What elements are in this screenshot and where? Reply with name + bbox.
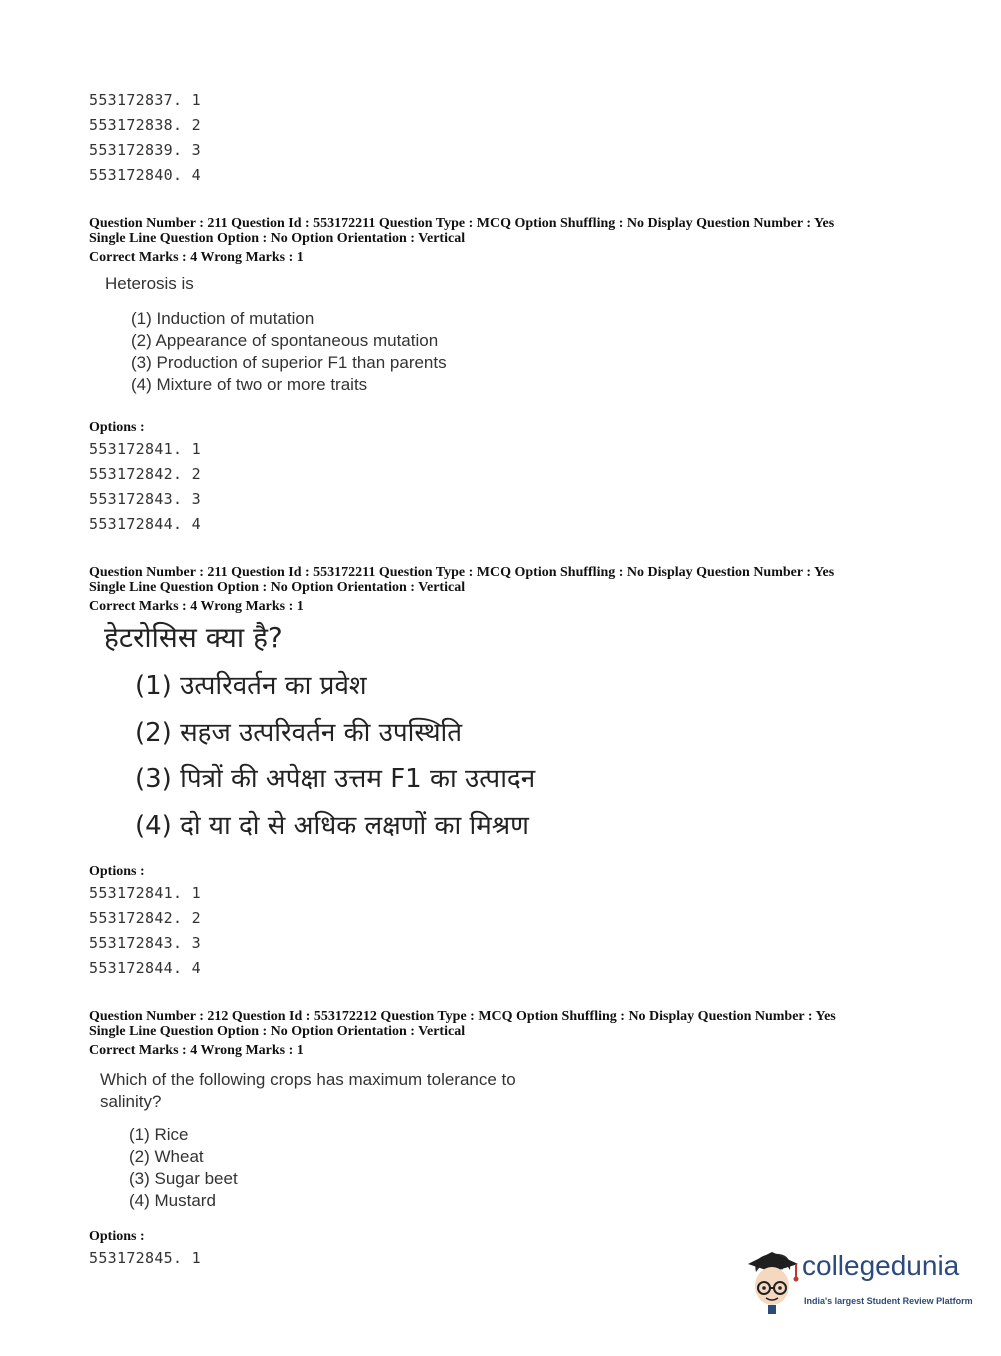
marks-meta: Correct Marks : 4 Wrong Marks : 1 xyxy=(89,599,304,614)
option-id: 553172837. 1 xyxy=(89,91,201,109)
answer-choice-hindi: (2) सहज उत्परिवर्तन की उपस्थिति xyxy=(135,718,463,748)
option-id: 553172839. 3 xyxy=(89,141,201,159)
marks-meta: Correct Marks : 4 Wrong Marks : 1 xyxy=(89,1043,304,1058)
option-id: 553172844. 4 xyxy=(89,515,201,533)
logo-tagline: India's largest Student Review Platform xyxy=(804,1296,973,1306)
logo-wordmark: collegedunia xyxy=(802,1250,960,1281)
answer-choice-hindi: (3) पित्रों की अपेक्षा उत्तम F1 का उत्पादन xyxy=(135,764,536,794)
question-meta: Single Line Question Option : No Option Orientation : Vertical xyxy=(89,1024,466,1039)
answer-choice: (2) Appearance of spontaneous mutation xyxy=(131,331,439,350)
marks-meta: Correct Marks : 4 Wrong Marks : 1 xyxy=(89,250,304,265)
options-label: Options : xyxy=(89,864,145,879)
answer-choice-hindi: (4) दो या दो से अधिक लक्षणों का मिश्रण xyxy=(135,811,529,841)
question-meta: Single Line Question Option : No Option Orientation : Vertical xyxy=(89,231,466,246)
question-meta: Question Number : 211 Question Id : 553172211 Question Type : MCQ Option Shuffling : No Display Question Number : Yes xyxy=(89,565,835,580)
answer-choice: (4) Mixture of two or more traits xyxy=(131,375,368,394)
option-id: 553172845. 1 xyxy=(89,1249,201,1267)
question-meta: Question Number : 212 Question Id : 553172212 Question Type : MCQ Option Shuffling : No Display Question Number : Yes xyxy=(89,1009,836,1024)
answer-choice: (2) Wheat xyxy=(129,1147,204,1166)
answer-choice: (1) Rice xyxy=(129,1125,189,1144)
option-id: 553172841. 1 xyxy=(89,440,201,458)
answer-choice: (1) Induction of mutation xyxy=(131,309,315,328)
question-meta: Question Number : 211 Question Id : 553172211 Question Type : MCQ Option Shuffling : No Display Question Number : Yes xyxy=(89,216,835,231)
options-label: Options : xyxy=(89,1229,145,1244)
answer-choice-hindi: (1) उत्परिवर्तन का प्रवेश xyxy=(135,671,367,701)
option-id: 553172842. 2 xyxy=(89,465,201,483)
option-id: 553172844. 4 xyxy=(89,959,201,977)
option-id: 553172842. 2 xyxy=(89,909,201,927)
mascot-icon xyxy=(742,1250,802,1316)
question-text: Heterosis is xyxy=(105,274,194,293)
question-text-hindi: हेटरोसिस क्या है? xyxy=(104,621,283,654)
question-meta: Single Line Question Option : No Option Orientation : Vertical xyxy=(89,580,466,595)
answer-choice: (3) Sugar beet xyxy=(129,1169,238,1188)
options-label: Options : xyxy=(89,420,145,435)
answer-choice: (3) Production of superior F1 than parents xyxy=(131,353,447,372)
option-id: 553172838. 2 xyxy=(89,116,201,134)
option-id: 553172843. 3 xyxy=(89,490,201,508)
answer-choice: (4) Mustard xyxy=(129,1191,216,1210)
question-text: salinity? xyxy=(100,1092,162,1111)
option-id: 553172843. 3 xyxy=(89,934,201,952)
question-text: Which of the following crops has maximum tolerance to xyxy=(100,1070,516,1089)
collegedunia-logo xyxy=(742,1248,972,1318)
option-id: 553172841. 1 xyxy=(89,884,201,902)
option-id: 553172840. 4 xyxy=(89,166,201,184)
